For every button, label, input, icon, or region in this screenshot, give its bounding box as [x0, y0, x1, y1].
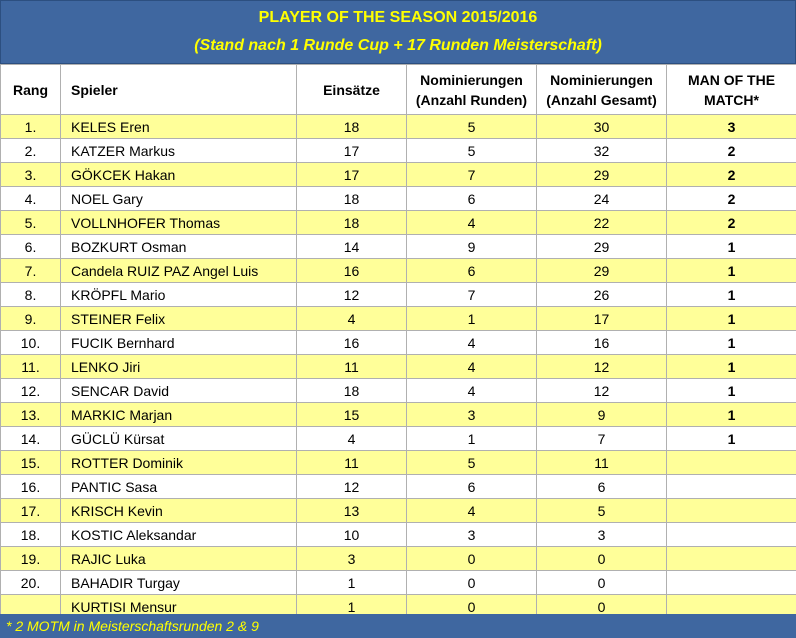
- cell-spieler: MARKIC Marjan: [61, 403, 297, 427]
- cell-nominierungen-gesamt: 32: [537, 139, 667, 163]
- cell-nominierungen-runden: 7: [407, 163, 537, 187]
- table-row: [1, 571, 796, 595]
- cell-nominierungen-runden: 3: [407, 403, 537, 427]
- ranking-table: [0, 64, 796, 619]
- cell-spieler: KURTISI Mensur: [61, 595, 297, 619]
- cell-einsaetze: 4: [297, 307, 407, 331]
- cell-spieler: GÜCLÜ Kürsat: [61, 427, 297, 451]
- cell-nominierungen-gesamt: 29: [537, 163, 667, 187]
- cell-einsaetze: 11: [297, 451, 407, 475]
- cell-nominierungen-gesamt: 29: [537, 235, 667, 259]
- cell-spieler: Candela RUIZ PAZ Angel Luis: [61, 259, 297, 283]
- cell-nominierungen-gesamt: 30: [537, 115, 667, 139]
- cell-man-of-the-match: [667, 523, 796, 547]
- cell-spieler: ROTTER Dominik: [61, 451, 297, 475]
- cell-einsaetze: 18: [297, 379, 407, 403]
- table-row: [1, 475, 796, 499]
- cell-nominierungen-gesamt: 12: [537, 355, 667, 379]
- cell-rang: 8.: [1, 283, 61, 307]
- cell-spieler: BOZKURT Osman: [61, 235, 297, 259]
- cell-rang: 16.: [1, 475, 61, 499]
- cell-nominierungen-runden: 6: [407, 475, 537, 499]
- cell-rang: 18.: [1, 523, 61, 547]
- cell-man-of-the-match: 2: [667, 139, 796, 163]
- cell-nominierungen-gesamt: 16: [537, 331, 667, 355]
- cell-nominierungen-gesamt: 22: [537, 211, 667, 235]
- cell-man-of-the-match: 2: [667, 163, 796, 187]
- header-nom-gesamt-line1: Nominierungen: [550, 71, 653, 88]
- cell-einsaetze: 15: [297, 403, 407, 427]
- cell-nominierungen-gesamt: 12: [537, 379, 667, 403]
- cell-einsaetze: 18: [297, 115, 407, 139]
- table-row: [1, 187, 796, 211]
- table-row: [1, 283, 796, 307]
- cell-spieler: KATZER Markus: [61, 139, 297, 163]
- cell-nominierungen-gesamt: 26: [537, 283, 667, 307]
- table-row: [1, 547, 796, 571]
- cell-nominierungen-runden: 4: [407, 331, 537, 355]
- cell-einsaetze: 17: [297, 163, 407, 187]
- cell-rang: 5.: [1, 211, 61, 235]
- page-subtitle: (Stand nach 1 Runde Cup + 17 Runden Meisterschaft): [194, 37, 602, 54]
- cell-spieler: VOLLNHOFER Thomas: [61, 211, 297, 235]
- cell-einsaetze: 12: [297, 283, 407, 307]
- cell-rang: 15.: [1, 451, 61, 475]
- cell-rang: 1.: [1, 115, 61, 139]
- cell-nominierungen-runden: 6: [407, 187, 537, 211]
- header-spieler: Spieler: [61, 65, 297, 115]
- cell-nominierungen-gesamt: 29: [537, 259, 667, 283]
- cell-nominierungen-gesamt: 6: [537, 475, 667, 499]
- table-row: [1, 163, 796, 187]
- cell-nominierungen-runden: 7: [407, 283, 537, 307]
- cell-einsaetze: 16: [297, 331, 407, 355]
- cell-spieler: RAJIC Luka: [61, 547, 297, 571]
- cell-nominierungen-runden: 4: [407, 499, 537, 523]
- cell-spieler: KRISCH Kevin: [61, 499, 297, 523]
- cell-spieler: KRÖPFL Mario: [61, 283, 297, 307]
- cell-rang: 14.: [1, 427, 61, 451]
- header-einsaetze: Einsätze: [297, 65, 407, 115]
- cell-rang: 19.: [1, 547, 61, 571]
- cell-nominierungen-runden: 5: [407, 139, 537, 163]
- cell-rang: 9.: [1, 307, 61, 331]
- cell-einsaetze: 4: [297, 427, 407, 451]
- cell-man-of-the-match: 1: [667, 307, 796, 331]
- cell-man-of-the-match: 2: [667, 211, 796, 235]
- cell-rang: 17.: [1, 499, 61, 523]
- table-row: [1, 235, 796, 259]
- cell-spieler: KELES Eren: [61, 115, 297, 139]
- cell-man-of-the-match: 2: [667, 187, 796, 211]
- cell-nominierungen-runden: 3: [407, 523, 537, 547]
- header-motm-line2: MATCH*: [704, 91, 759, 108]
- cell-rang: 11.: [1, 355, 61, 379]
- table-row: [1, 139, 796, 163]
- cell-einsaetze: 12: [297, 475, 407, 499]
- cell-spieler: NOEL Gary: [61, 187, 297, 211]
- cell-man-of-the-match: [667, 547, 796, 571]
- cell-nominierungen-gesamt: 7: [537, 427, 667, 451]
- header-nom-runden-line1: Nominierungen: [420, 71, 523, 88]
- cell-nominierungen-gesamt: 11: [537, 451, 667, 475]
- cell-nominierungen-gesamt: 17: [537, 307, 667, 331]
- cell-einsaetze: 14: [297, 235, 407, 259]
- cell-einsaetze: 18: [297, 187, 407, 211]
- header-man-of-the-match: [667, 65, 796, 115]
- table-row: [1, 211, 796, 235]
- cell-einsaetze: 16: [297, 259, 407, 283]
- table-row: [1, 115, 796, 139]
- table-row: [1, 427, 796, 451]
- cell-nominierungen-runden: 6: [407, 259, 537, 283]
- cell-einsaetze: 11: [297, 355, 407, 379]
- table-body: [1, 115, 796, 619]
- cell-rang: 2.: [1, 139, 61, 163]
- cell-rang: 12.: [1, 379, 61, 403]
- cell-man-of-the-match: 3: [667, 115, 796, 139]
- cell-man-of-the-match: [667, 571, 796, 595]
- cell-einsaetze: 18: [297, 211, 407, 235]
- header-nom-runden-line2: (Anzahl Runden): [415, 91, 528, 108]
- cell-nominierungen-gesamt: 3: [537, 523, 667, 547]
- cell-nominierungen-gesamt: 0: [537, 547, 667, 571]
- cell-man-of-the-match: 1: [667, 379, 796, 403]
- table-row: [1, 499, 796, 523]
- table-row: [1, 379, 796, 403]
- cell-nominierungen-runden: 0: [407, 595, 537, 619]
- header-rang: Rang: [1, 65, 61, 115]
- footnote: * 2 MOTM in Meisterschaftsrunden 2 & 9: [0, 614, 796, 638]
- cell-einsaetze: 1: [297, 595, 407, 619]
- cell-einsaetze: 13: [297, 499, 407, 523]
- cell-nominierungen-runden: 1: [407, 427, 537, 451]
- cell-man-of-the-match: 1: [667, 283, 796, 307]
- cell-man-of-the-match: 1: [667, 427, 796, 451]
- cell-man-of-the-match: [667, 451, 796, 475]
- cell-einsaetze: 1: [297, 571, 407, 595]
- header-nominierungen-gesamt: [537, 65, 667, 115]
- cell-nominierungen-gesamt: 24: [537, 187, 667, 211]
- header-row: [1, 65, 796, 115]
- cell-rang: 10.: [1, 331, 61, 355]
- table-row: [1, 451, 796, 475]
- table-row: [1, 331, 796, 355]
- cell-nominierungen-runden: 5: [407, 451, 537, 475]
- cell-spieler: PANTIC Sasa: [61, 475, 297, 499]
- cell-einsaetze: 10: [297, 523, 407, 547]
- cell-einsaetze: 3: [297, 547, 407, 571]
- cell-rang: 3.: [1, 163, 61, 187]
- cell-spieler: LENKO Jiri: [61, 355, 297, 379]
- cell-nominierungen-runden: 4: [407, 355, 537, 379]
- cell-nominierungen-runden: 4: [407, 379, 537, 403]
- header-nominierungen-runden: [407, 65, 537, 115]
- cell-nominierungen-gesamt: 0: [537, 571, 667, 595]
- table-header: [1, 65, 796, 115]
- cell-nominierungen-runden: 1: [407, 307, 537, 331]
- cell-rang: 4.: [1, 187, 61, 211]
- cell-nominierungen-gesamt: 9: [537, 403, 667, 427]
- title-bar: [0, 0, 796, 64]
- cell-man-of-the-match: 1: [667, 403, 796, 427]
- cell-nominierungen-gesamt: 0: [537, 595, 667, 619]
- cell-spieler: GÖKCEK Hakan: [61, 163, 297, 187]
- cell-spieler: BAHADIR Turgay: [61, 571, 297, 595]
- cell-man-of-the-match: 1: [667, 355, 796, 379]
- table-row: [1, 307, 796, 331]
- cell-nominierungen-runden: 0: [407, 571, 537, 595]
- cell-nominierungen-gesamt: 5: [537, 499, 667, 523]
- table-row: [1, 403, 796, 427]
- cell-nominierungen-runden: 9: [407, 235, 537, 259]
- page-title: PLAYER OF THE SEASON 2015/2016: [258, 9, 538, 26]
- cell-spieler: KOSTIC Aleksandar: [61, 523, 297, 547]
- table-row: [1, 523, 796, 547]
- cell-man-of-the-match: 1: [667, 331, 796, 355]
- header-motm-line1: MAN OF THE: [687, 71, 776, 88]
- cell-man-of-the-match: [667, 475, 796, 499]
- cell-rang: 20.: [1, 571, 61, 595]
- cell-spieler: SENCAR David: [61, 379, 297, 403]
- cell-nominierungen-runden: 0: [407, 547, 537, 571]
- cell-spieler: FUCIK Bernhard: [61, 331, 297, 355]
- table-row: [1, 259, 796, 283]
- cell-nominierungen-runden: 5: [407, 115, 537, 139]
- cell-rang: 7.: [1, 259, 61, 283]
- cell-nominierungen-runden: 4: [407, 211, 537, 235]
- cell-man-of-the-match: [667, 499, 796, 523]
- table-row: [1, 355, 796, 379]
- cell-man-of-the-match: 1: [667, 235, 796, 259]
- cell-rang: 13.: [1, 403, 61, 427]
- cell-rang: 6.: [1, 235, 61, 259]
- cell-man-of-the-match: 1: [667, 259, 796, 283]
- cell-spieler: STEINER Felix: [61, 307, 297, 331]
- header-nom-gesamt-line2: (Anzahl Gesamt): [546, 91, 657, 108]
- cell-einsaetze: 17: [297, 139, 407, 163]
